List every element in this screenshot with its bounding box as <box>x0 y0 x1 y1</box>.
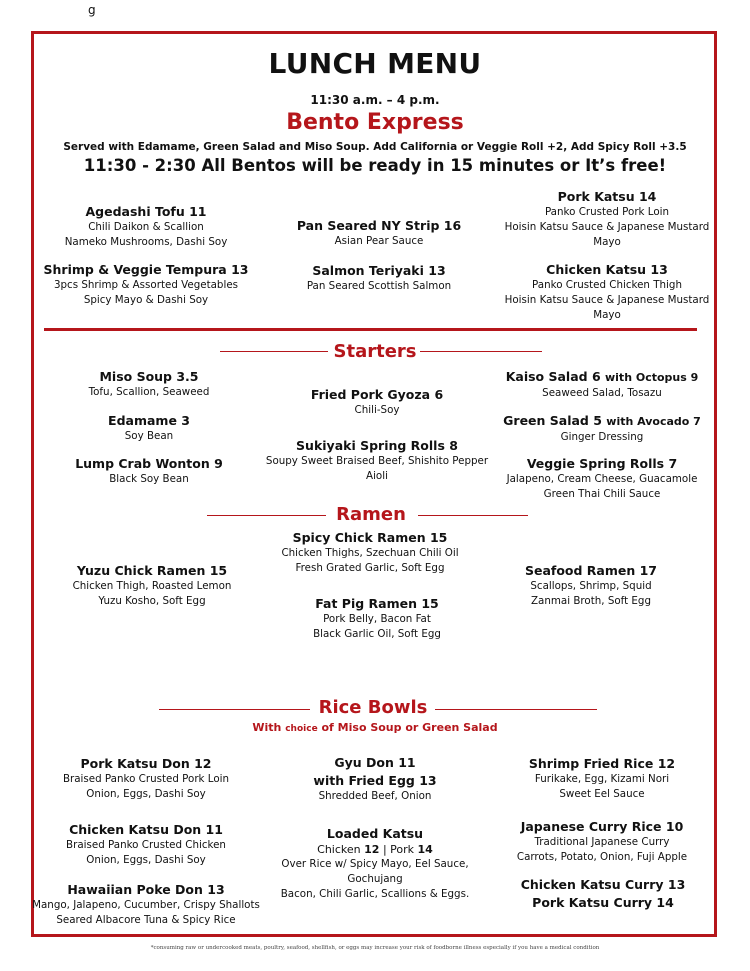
item-desc: Zanmai Broth, Soft Egg <box>530 595 651 607</box>
menu-item <box>250 755 500 804</box>
item-desc: Scallops, Shrimp, Squid <box>530 580 652 592</box>
bento-heading: Bento Express <box>286 110 464 135</box>
item-desc: Chicken Thighs, Szechuan Chili Oil <box>281 547 459 559</box>
heading-rule-right <box>418 515 528 516</box>
item-desc: Hoisin Katsu Sauce & Japanese Mustard <box>504 294 710 306</box>
item-name: Pan Seared NY Strip 16 <box>296 218 462 233</box>
rice-bowls-heading: Rice Bowls <box>318 697 428 718</box>
item-desc: Jalapeno, Cream Cheese, Guacamole <box>506 473 698 485</box>
item-name: Fat Pig Ramen 15 <box>315 596 439 611</box>
menu-item <box>245 530 495 576</box>
menu-item <box>24 413 274 444</box>
item-desc: Traditional Japanese Curry <box>534 836 670 848</box>
item-name-extra: with Avocado 7 <box>606 415 701 428</box>
item-desc: Green Thai Chili Sauce <box>543 488 661 500</box>
item-name: Chicken Katsu 13 <box>546 262 668 277</box>
item-desc: Mayo <box>593 236 621 248</box>
price-part: 14 <box>417 843 433 856</box>
subheading-choice: choice <box>285 724 318 734</box>
item-desc: Spicy Mayo & Dashi Soy <box>83 294 209 306</box>
item-desc: Black Soy Bean <box>109 473 189 485</box>
item-desc: Chicken Thigh, Roasted Lemon <box>72 580 232 592</box>
item-name-line-2: Pork Katsu Curry 14 <box>532 895 674 910</box>
item-name: Hawaiian Poke Don 13 <box>67 882 225 897</box>
bento-served-with: Served with Edamame, Green Salad and Miso Soup. Add California or Veggie Roll +2, Add Spicy Roll +3.5 <box>63 141 687 153</box>
item-desc: Over Rice w/ Spicy Mayo, Eel Sauce, <box>281 858 469 870</box>
menu-item <box>21 882 271 928</box>
item-desc: Pan Seared Scottish Salmon <box>306 280 452 292</box>
menu-item <box>482 189 732 250</box>
item-name: Pork Katsu 14 <box>557 189 657 204</box>
menu-item <box>27 563 277 609</box>
menu-item <box>482 262 732 323</box>
item-name: Yuzu Chick Ramen 15 <box>76 563 228 578</box>
heading-rule-right <box>420 351 542 352</box>
subheading-part: With <box>252 721 286 734</box>
item-name: Pork Katsu Don 12 <box>80 756 212 771</box>
item-name: Shrimp Fried Rice 12 <box>528 756 676 771</box>
hours: 11:30 a.m. – 4 p.m. <box>310 93 440 107</box>
item-desc: Chili Daikon & Scallion <box>88 221 204 233</box>
item-desc: Ginger Dressing <box>560 431 644 443</box>
section-divider <box>44 328 697 331</box>
menu-item <box>21 262 271 308</box>
item-desc: Mango, Jalapeno, Cucumber, Crispy Shallots <box>32 899 260 911</box>
item-desc: Asian Pear Sauce <box>334 235 424 247</box>
item-desc: Seaweed Salad, Tosazu <box>542 387 662 399</box>
price-part: 12 <box>364 843 380 856</box>
item-desc: Gochujang <box>347 873 403 885</box>
item-name: Chicken Katsu Curry 13 <box>520 877 686 892</box>
item-name: Veggie Spring Rolls 7 <box>526 456 678 471</box>
menu-item <box>24 369 274 400</box>
menu-item <box>252 596 502 642</box>
ramen-heading: Ramen <box>336 504 406 525</box>
menu-item <box>254 263 504 294</box>
menu-item <box>477 756 727 802</box>
item-desc: Sweet Eel Sauce <box>559 788 645 800</box>
footnote: *consuming raw or undercooked meats, poultry, seafood, shellfish, or eggs may increase your risk of foodborne illness especially if you have a medical condition <box>150 945 600 951</box>
item-desc: Bacon, Chili Garlic, Scallions & Eggs. <box>280 888 470 900</box>
item-desc: Chili-Soy <box>354 404 400 416</box>
item-price-line <box>250 842 500 857</box>
item-desc: Tofu, Scallion, Seaweed <box>88 386 210 398</box>
menu-item <box>477 456 727 502</box>
item-desc: Panko Crusted Pork Loin <box>544 206 670 218</box>
item-name: Miso Soup 3.5 <box>99 369 199 384</box>
menu-item <box>477 819 727 865</box>
price-part: Chicken <box>317 843 365 856</box>
menu-item <box>477 413 727 445</box>
item-desc: Nameko Mushrooms, Dashi Soy <box>64 236 228 248</box>
item-name <box>477 369 727 386</box>
menu-item <box>466 563 716 609</box>
item-name-extra: with Octopus 9 <box>605 371 699 384</box>
item-name-line-2: with Fried Egg 13 <box>313 773 437 788</box>
item-name: Lump Crab Wonton 9 <box>75 456 223 471</box>
heading-rule-right <box>435 709 597 710</box>
item-name: Sukiyaki Spring Rolls 8 <box>296 438 458 453</box>
menu-item <box>252 387 502 418</box>
item-desc: Soy Bean <box>124 430 174 442</box>
item-desc: Braised Panko Crusted Chicken <box>66 839 226 851</box>
item-name: Loaded Katsu <box>326 826 424 841</box>
item-desc: Carrots, Potato, Onion, Fuji Apple <box>516 851 688 863</box>
item-name: Japanese Curry Rice 10 <box>520 819 684 834</box>
menu-item <box>21 756 271 802</box>
item-desc: Fresh Grated Garlic, Soft Egg <box>295 562 445 574</box>
starters-heading: Starters <box>333 341 417 362</box>
item-desc: Onion, Eggs, Dashi Soy <box>86 788 206 800</box>
item-name: Gyu Don 11 <box>334 755 416 770</box>
item-desc: Onion, Eggs, Dashi Soy <box>86 854 206 866</box>
price-part: | Pork <box>379 843 418 856</box>
corner-mark: g <box>88 3 96 17</box>
item-desc: Mayo <box>593 309 621 321</box>
item-desc: 3pcs Shrimp & Assorted Vegetables <box>53 279 239 291</box>
item-name: Spicy Chick Ramen 15 <box>292 530 448 545</box>
menu-item <box>478 877 728 911</box>
subheading-part: of Miso Soup or Green Salad <box>317 721 498 734</box>
item-desc: Hoisin Katsu Sauce & Japanese Mustard <box>504 221 710 233</box>
heading-rule-left <box>159 709 310 710</box>
item-name-part: Green Salad 5 <box>503 413 607 428</box>
item-desc: Pork Belly, Bacon Fat <box>323 613 431 625</box>
menu-item <box>254 218 504 249</box>
item-name: Seafood Ramen 17 <box>524 563 658 578</box>
page-title: LUNCH MENU <box>268 47 482 80</box>
item-desc: Panko Crusted Chicken Thigh <box>532 279 682 291</box>
item-desc: Furikake, Egg, Kizami Nori <box>534 773 670 785</box>
item-name: Chicken Katsu Don 11 <box>69 822 223 837</box>
item-name: Salmon Teriyaki 13 <box>312 263 446 278</box>
item-desc: Braised Panko Crusted Pork Loin <box>62 773 230 785</box>
item-name: Shrimp & Veggie Tempura 13 <box>43 262 249 277</box>
menu-item <box>477 369 727 401</box>
menu-item <box>250 826 500 902</box>
menu-item <box>21 204 271 250</box>
menu-item <box>21 822 271 868</box>
item-desc: Aioli <box>366 470 388 482</box>
item-name-part: Kaiso Salad 6 <box>505 369 605 384</box>
menu-item <box>24 456 274 487</box>
item-name: Edamame 3 <box>108 413 190 428</box>
item-name: Agedashi Tofu 11 <box>85 204 207 219</box>
menu-item <box>252 438 502 484</box>
item-desc: Yuzu Kosho, Soft Egg <box>98 595 206 607</box>
bento-promise: 11:30 - 2:30 All Bentos will be ready in 15 minutes or It’s free! <box>83 156 667 175</box>
item-name <box>477 413 727 430</box>
item-desc: Shredded Beef, Onion <box>318 790 432 802</box>
rice-bowls-subheading <box>0 721 750 734</box>
item-desc: Black Garlic Oil, Soft Egg <box>313 628 441 640</box>
item-desc: Soupy Sweet Braised Beef, Shishito Pepper <box>265 455 489 467</box>
item-name: Fried Pork Gyoza 6 <box>310 387 444 402</box>
item-desc: Seared Albacore Tuna & Spicy Rice <box>56 914 236 926</box>
